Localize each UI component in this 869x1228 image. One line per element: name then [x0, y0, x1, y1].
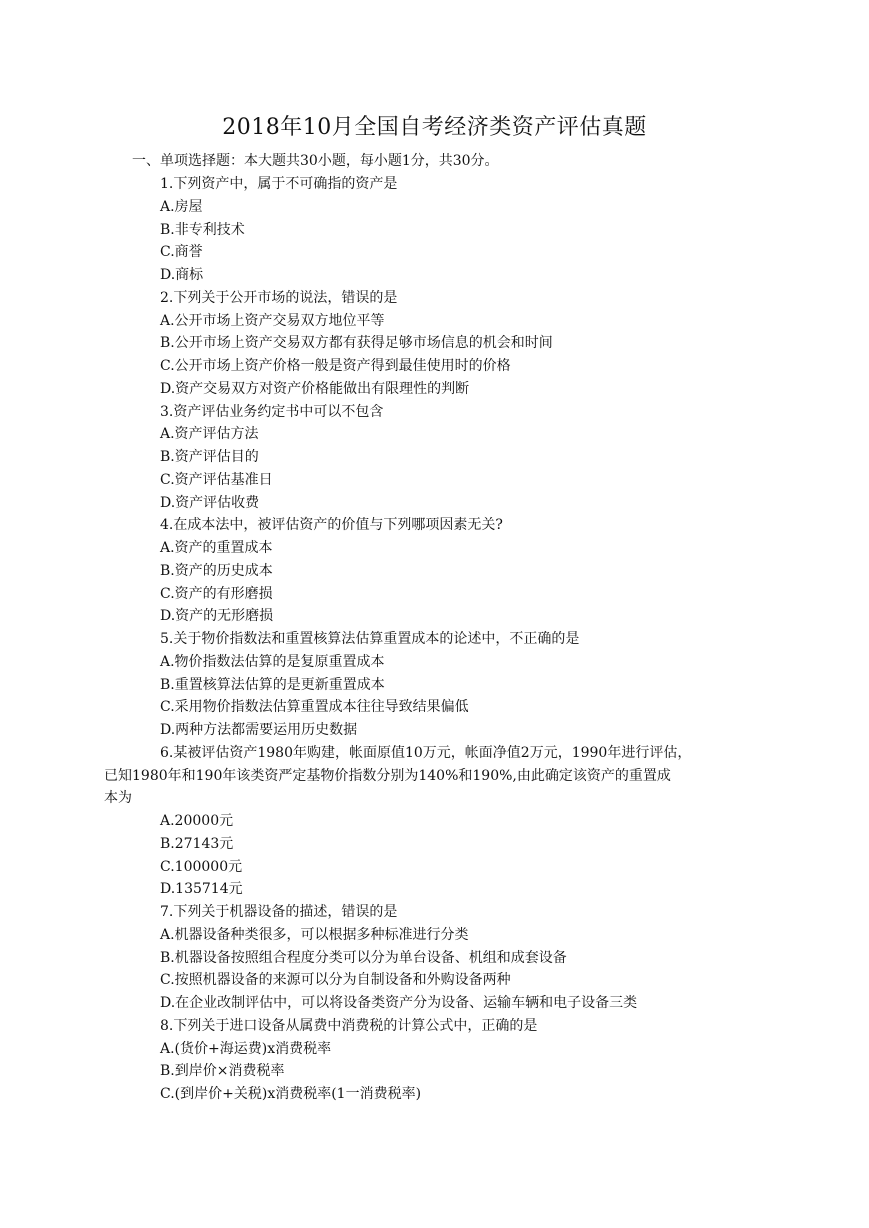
question-option: D.资产交易双方对资产价格能做出有限理性的判断	[160, 380, 470, 397]
question-option: A.资产评估方法	[160, 426, 259, 443]
question-option: A.机器设备种类很多，可以根据多种标准进行分类	[160, 926, 469, 943]
question-option: A.20000元	[160, 813, 234, 829]
section-heading: 一、单项选择题：本大题共30小题，每小题1分，共30分。	[132, 153, 499, 169]
question-stem: 4.在成本法中，被评估资产的价值与下列哪项因素无关?	[160, 517, 503, 534]
question-option: A.房屋	[160, 198, 203, 215]
question-option: D.两种方法都需要运用历史数据	[160, 722, 358, 738]
question-option: C.资产的有形磨损	[160, 585, 273, 602]
question-option: B.机器设备按照组合程度分类可以分为单台设备、机组和成套设备	[160, 949, 567, 966]
question-stem: 8.下列关于进口设备从属费中消费税的计算公式中，正确的是	[160, 1017, 538, 1034]
question-option: C.公开市场上资产价格一般是资产得到最佳使用时的价格	[160, 358, 511, 374]
question-list	[104, 173, 744, 1106]
question-option: B.资产的历史成本	[160, 562, 273, 579]
question-option: A.公开市场上资产交易双方地位平等	[160, 312, 385, 329]
question-stem: 7.下列关于机器设备的描述，错误的是	[160, 904, 398, 920]
question-option: C.按照机器设备的来源可以分为自制设备和外购设备两种	[160, 972, 511, 989]
question-option: A.资产的重置成本	[160, 540, 273, 556]
question-option: B.资产评估目的	[160, 449, 259, 465]
question-option: D.在企业改制评估中，可以将设备类资产分为设备、运输车辆和电子设备三类	[160, 995, 638, 1011]
question-stem-continued: 已知1980年和190年该类资严定基物价指数分别为140%和190%,由此确定该资产的重置成	[104, 767, 671, 784]
question-option: A.(货价+海运费)x消费税率	[160, 1040, 332, 1057]
question-option: C.采用物价指数法估算重置成本往往导致结果偏低	[160, 699, 469, 716]
question-stem-continued: 本为	[104, 790, 132, 807]
question-option: C.资产评估基准日	[160, 471, 273, 488]
question-option: C.商誉	[160, 244, 203, 261]
question-stem: 6.某被评估资产1980年购建，帐面原值10万元，帐面净值2万元，1990年进行评估，	[160, 744, 692, 761]
question-stem: 1.下列资产中，属于不可确指的资产是	[160, 176, 398, 192]
question-option: B.公开市场上资产交易双方都有获得足够市场信息的机会和时间	[160, 335, 553, 352]
question-stem: 3.资产评估业务约定书中可以不包含	[160, 403, 384, 420]
question-stem: 2.下列关于公开市场的说法，错误的是	[160, 289, 398, 306]
document-title: 2018年10月全国自考经济类资产评估真题	[222, 115, 647, 140]
question-option: C.100000元	[160, 858, 243, 875]
question-option: D.商标	[160, 267, 204, 283]
question-option: B.非专利技术	[160, 221, 245, 238]
question-stem: 5.关于物价指数法和重置核算法估算重置成本的论述中，不正确的是	[160, 631, 580, 647]
question-option: D.资产评估收费	[160, 494, 260, 511]
question-option: D.资产的无形磨损	[160, 608, 274, 625]
question-option: D.135714元	[160, 881, 243, 898]
question-option: A.物价指数法估算的是复原重置成本	[160, 653, 385, 670]
question-option: B.27143元	[160, 835, 234, 852]
question-option: C.(到岸价+关税)x消费税率(1一消费税率)	[160, 1086, 422, 1102]
question-option: B.到岸价×消费税率	[160, 1063, 285, 1080]
question-option: B.重置核算法估算的是更新重置成本	[160, 676, 385, 693]
